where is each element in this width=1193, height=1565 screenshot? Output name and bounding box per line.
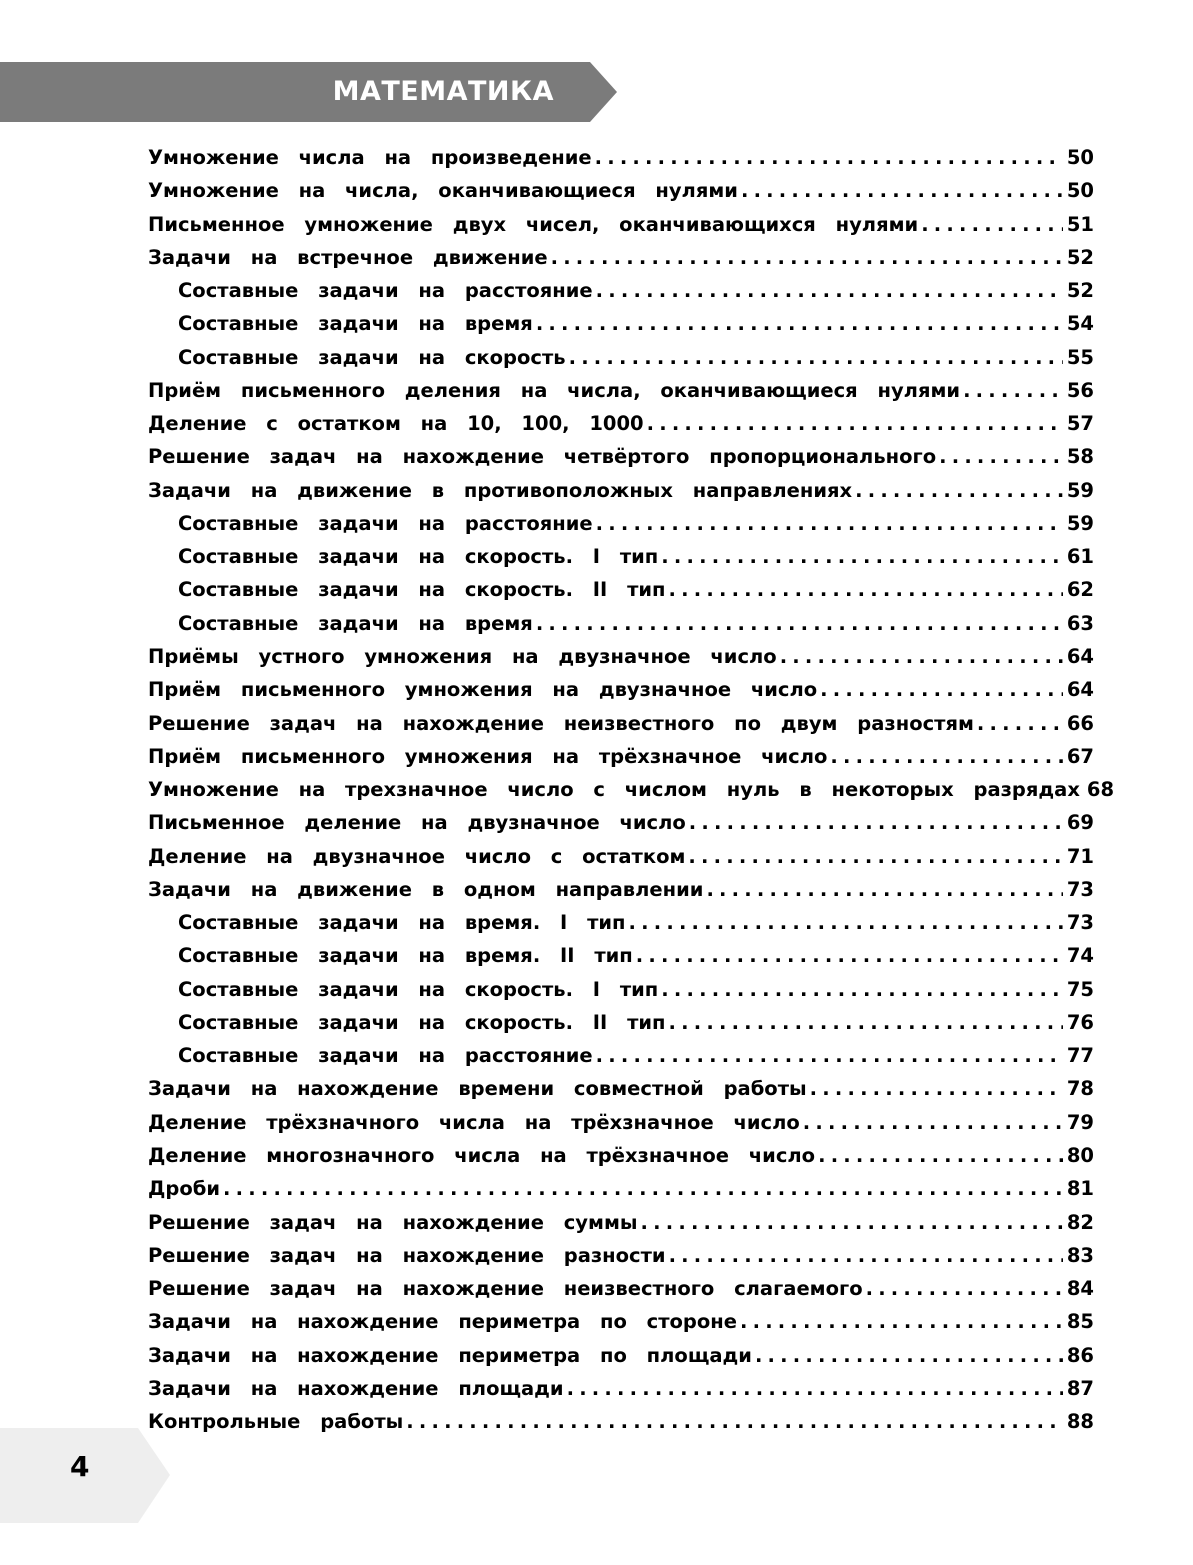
toc-entry[interactable] xyxy=(148,939,1094,972)
dot-leader xyxy=(666,573,1063,606)
toc-entry[interactable] xyxy=(148,174,1094,207)
dot-leader xyxy=(658,540,1063,573)
toc-entry[interactable] xyxy=(148,1072,1094,1105)
dot-leader xyxy=(817,673,1063,706)
toc-entry-title: Составные задачи на скорость. I тип xyxy=(178,545,659,569)
toc-entry[interactable] xyxy=(148,573,1094,606)
toc-entry[interactable] xyxy=(148,773,1115,806)
dot-leader xyxy=(918,208,1063,241)
dot-leader xyxy=(960,374,1063,407)
toc-entry-page: 52 xyxy=(1066,279,1094,303)
toc-entry-page: 82 xyxy=(1066,1210,1094,1234)
toc-entry-page: 68 xyxy=(1086,778,1115,802)
dot-leader xyxy=(220,1172,1063,1205)
toc-entry-title: Деление с остатком на 10, 100, 1000 xyxy=(148,412,644,436)
dot-leader xyxy=(593,507,1063,540)
dot-leader xyxy=(666,1006,1063,1039)
toc-entry-title: Деление на двузначное число с остатком xyxy=(148,844,686,868)
dot-leader xyxy=(737,1305,1063,1338)
toc-entry-title: Умножение на трехзначное число с числом нуль в некоторых разрядах xyxy=(148,778,1080,802)
dot-leader xyxy=(685,840,1062,873)
section-title: МАТЕМАТИКА xyxy=(332,76,554,107)
dot-leader xyxy=(644,407,1063,440)
toc-entry-title: Составные задачи на скорость. I тип xyxy=(178,977,659,1001)
toc-entry[interactable] xyxy=(148,1305,1094,1338)
toc-entry[interactable] xyxy=(148,1206,1094,1239)
toc-entry-title: Письменное деление на двузначное число xyxy=(148,811,686,835)
toc-entry-title: Приём письменного умножения на двузначное число xyxy=(148,678,818,702)
dot-leader xyxy=(807,1072,1063,1105)
toc-entry[interactable] xyxy=(148,1039,1094,1072)
toc-entry-page: 66 xyxy=(1066,711,1094,735)
toc-entry[interactable] xyxy=(148,474,1094,507)
toc-entry-page: 62 xyxy=(1066,578,1094,602)
toc-entry-page: 57 xyxy=(1066,412,1094,436)
toc-entry-title: Решение задач на нахождение суммы xyxy=(148,1210,638,1234)
dot-leader xyxy=(593,274,1063,307)
toc-entry[interactable] xyxy=(148,740,1094,773)
toc-entry-title: Решение задач на нахождение четвёртого пропорционального xyxy=(148,445,937,469)
toc-entry-page: 63 xyxy=(1066,611,1094,635)
toc-entry-title: Составные задачи на скорость. II тип xyxy=(178,1010,666,1034)
toc-entry-title: Приёмы устного умножения на двузначное число xyxy=(148,644,777,668)
toc-entry[interactable] xyxy=(148,707,1094,740)
toc-entry[interactable] xyxy=(148,1139,1094,1172)
page-number: 4 xyxy=(70,1450,90,1483)
toc-entry-page: 67 xyxy=(1066,744,1094,768)
toc-entry-title: Письменное умножение двух чисел, оканчивающихся нулями xyxy=(148,212,919,236)
dot-leader xyxy=(592,141,1063,174)
dot-leader xyxy=(800,1106,1063,1139)
toc-entry[interactable] xyxy=(148,507,1094,540)
toc-entry-page: 83 xyxy=(1066,1243,1094,1267)
dot-leader xyxy=(686,806,1063,839)
toc-entry[interactable] xyxy=(148,1339,1094,1372)
toc-entry-title: Составные задачи на время xyxy=(178,312,533,336)
toc-entry-page: 77 xyxy=(1066,1044,1094,1068)
toc-entry-page: 71 xyxy=(1066,844,1094,868)
toc-entry-page: 50 xyxy=(1066,146,1094,169)
toc-entry[interactable] xyxy=(148,1272,1094,1305)
toc-entry[interactable] xyxy=(148,906,1094,939)
toc-entry-page: 88 xyxy=(1066,1410,1094,1434)
dot-leader xyxy=(974,707,1063,740)
toc-entry[interactable] xyxy=(148,274,1094,307)
toc-entry-page: 54 xyxy=(1066,312,1094,336)
dot-leader xyxy=(403,1405,1063,1438)
toc-entry[interactable] xyxy=(148,374,1094,407)
toc-entry[interactable] xyxy=(148,640,1094,673)
toc-entry-page: 58 xyxy=(1066,445,1094,469)
toc-entry-page: 64 xyxy=(1066,644,1094,668)
toc-entry-page: 75 xyxy=(1066,977,1094,1001)
toc-entry-title: Составные задачи на скорость xyxy=(178,345,566,369)
toc-entry-page: 61 xyxy=(1066,545,1094,569)
dot-leader xyxy=(815,1139,1063,1172)
toc-entry-page: 73 xyxy=(1066,877,1094,901)
toc-entry-page: 56 xyxy=(1066,378,1094,402)
toc-entry-page: 50 xyxy=(1066,179,1094,203)
toc-entry-page: 59 xyxy=(1066,511,1094,535)
toc-entry-title: Задачи на движение в одном направлении xyxy=(148,877,704,901)
dot-leader xyxy=(827,740,1062,773)
toc-entry-title: Решение задач на нахождение неизвестного по двум разностям xyxy=(148,711,974,735)
toc-entry-title: Составные задачи на расстояние xyxy=(178,511,593,535)
toc-entry-title: Приём письменного деления на числа, оканчивающиеся нулями xyxy=(148,378,961,402)
toc-entry[interactable] xyxy=(148,440,1094,473)
toc-entry-title: Задачи на движение в противоположных направлениях xyxy=(148,478,853,502)
toc-entry-title: Деление многозначного числа на трёхзначное число xyxy=(148,1143,816,1167)
toc-entry-page: 73 xyxy=(1066,911,1094,935)
toc-entry-title: Составные задачи на расстояние xyxy=(178,279,593,303)
toc-entry-title: Задачи на нахождение периметра по площади xyxy=(148,1343,752,1367)
toc-entry-title: Умножение числа на произведение xyxy=(148,146,592,169)
toc-entry-title: Составные задачи на расстояние xyxy=(178,1044,593,1068)
toc-entry[interactable] xyxy=(148,1006,1094,1039)
toc-entry-title: Приём письменного умножения на трёхзначное число xyxy=(148,744,828,768)
toc-entry-title: Дроби xyxy=(148,1177,221,1201)
dot-leader xyxy=(533,607,1063,640)
toc-entry[interactable] xyxy=(148,1239,1094,1272)
dot-leader xyxy=(633,939,1063,972)
toc-entry[interactable] xyxy=(148,307,1094,340)
toc-entry-page: 87 xyxy=(1066,1376,1094,1400)
toc-entry[interactable] xyxy=(148,540,1094,573)
dot-leader xyxy=(548,241,1063,274)
dot-leader xyxy=(936,440,1063,473)
toc-entry[interactable] xyxy=(148,673,1094,706)
toc-entry-title: Решение задач на нахождение разности xyxy=(148,1243,666,1267)
dot-leader xyxy=(658,973,1063,1006)
toc-entry-page: 84 xyxy=(1066,1277,1094,1301)
toc-entry-page: 55 xyxy=(1066,345,1094,369)
toc-entry-page: 74 xyxy=(1066,944,1094,968)
toc-entry-title: Деление трёхзначного числа на трёхзначное число xyxy=(148,1110,800,1134)
toc-entry[interactable] xyxy=(148,141,1094,174)
toc-entry-title: Задачи на встречное движение xyxy=(148,245,548,269)
toc-entry-page: 79 xyxy=(1066,1110,1094,1134)
section-header xyxy=(0,62,618,122)
toc-entry-title: Задачи на нахождение периметра по стороне xyxy=(148,1310,737,1334)
toc-entry[interactable] xyxy=(148,973,1094,1006)
toc-entry[interactable] xyxy=(148,1405,1094,1438)
dot-leader xyxy=(666,1239,1063,1272)
dot-leader xyxy=(863,1272,1063,1305)
dot-leader xyxy=(852,474,1063,507)
toc-entry-title: Задачи на нахождение времени совместной работы xyxy=(148,1077,807,1101)
toc-entry[interactable] xyxy=(148,208,1094,241)
toc-entry-title: Умножение на числа, оканчивающиеся нулями xyxy=(148,179,738,203)
toc-entry[interactable] xyxy=(148,1172,1094,1205)
toc-entry[interactable] xyxy=(148,806,1094,839)
toc-entry[interactable] xyxy=(148,607,1094,640)
dot-leader xyxy=(593,1039,1063,1072)
toc-entry[interactable] xyxy=(148,407,1094,440)
dot-leader xyxy=(738,174,1063,207)
toc-entry[interactable] xyxy=(148,341,1094,374)
toc-entry-title: Задачи на нахождение площади xyxy=(148,1376,564,1400)
dot-leader xyxy=(703,873,1062,906)
dot-leader xyxy=(777,640,1063,673)
toc-entry-page: 81 xyxy=(1066,1177,1094,1201)
toc-entry-page: 85 xyxy=(1066,1310,1094,1334)
toc-entry-title: Контрольные работы xyxy=(148,1410,404,1434)
toc-entry[interactable] xyxy=(148,1372,1094,1405)
table-of-contents xyxy=(148,141,1115,1438)
dot-leader xyxy=(626,906,1063,939)
dot-leader xyxy=(533,307,1063,340)
dot-leader xyxy=(566,341,1063,374)
toc-entry[interactable] xyxy=(148,241,1094,274)
toc-entry-title: Составные задачи на время. II тип xyxy=(178,944,633,968)
toc-entry-page: 69 xyxy=(1066,811,1094,835)
toc-entry[interactable] xyxy=(148,1106,1094,1139)
dot-leader xyxy=(564,1372,1063,1405)
toc-entry-title: Составные задачи на время. I тип xyxy=(178,911,626,935)
toc-entry-page: 52 xyxy=(1066,245,1094,269)
toc-entry-page: 86 xyxy=(1066,1343,1094,1367)
toc-entry-page: 80 xyxy=(1066,1143,1094,1167)
toc-entry-page: 59 xyxy=(1066,478,1094,502)
toc-entry-page: 64 xyxy=(1066,678,1094,702)
toc-entry-page: 78 xyxy=(1066,1077,1094,1101)
dot-leader xyxy=(638,1206,1063,1239)
toc-entry-page: 76 xyxy=(1066,1010,1094,1034)
toc-entry-title: Составные задачи на скорость. II тип xyxy=(178,578,666,602)
toc-entry[interactable] xyxy=(148,873,1094,906)
dot-leader xyxy=(752,1339,1063,1372)
toc-entry-title: Решение задач на нахождение неизвестного слагаемого xyxy=(148,1277,863,1301)
toc-entry[interactable] xyxy=(148,840,1094,873)
toc-entry-page: 51 xyxy=(1066,212,1094,236)
toc-entry-title: Составные задачи на время xyxy=(178,611,533,635)
